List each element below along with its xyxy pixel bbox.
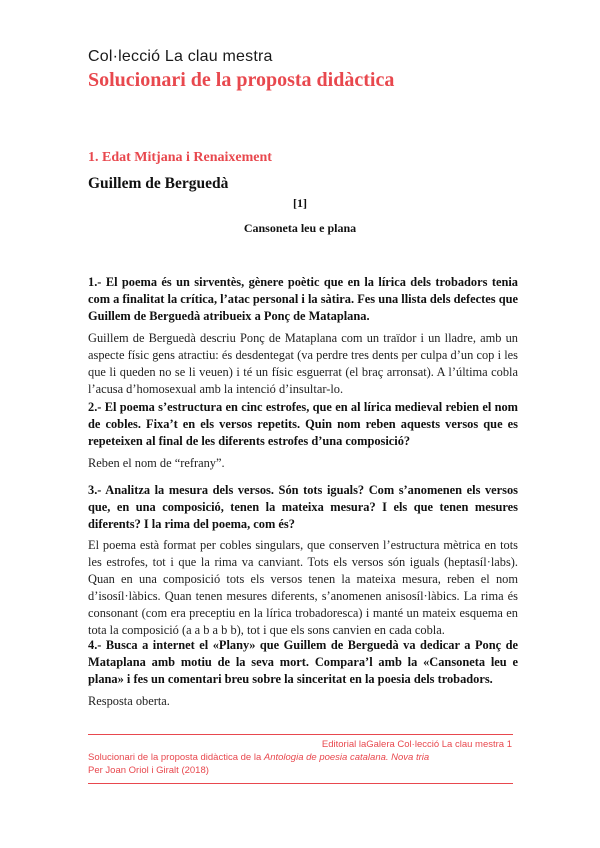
collection-name: Col·lecció La clau mestra [88, 48, 273, 65]
question-4: 4.- Busca a internet el «Plany» que Guillem de Berguedà va dedicar a Ponç de Mataplana amb motiu de la seva mort. Compara’l amb la «Cansoneta leu e plana» i fes un comentari breu sobre la sinceritat en la poesia dels trobadors. [88, 638, 518, 686]
poem-number: [1] [293, 196, 307, 210]
question-2: 2.- El poema s’estructura en cinc estrofes, que en al lírica medieval rebien el nom de cobles. Fixa’t en els versos repetits. Quin nom reben aquests versos que es repeteixen al final de les diferents estrofes d’una composició? [88, 400, 518, 448]
footer-rule-bottom [88, 783, 513, 784]
footer-rule-top [88, 734, 513, 735]
footer-book-title: Antologia de poesia catalana. Nova tria [263, 752, 430, 763]
poem-title: Cansoneta leu e plana [243, 221, 357, 235]
answer-2: Reben el nom de “refrany”. [88, 456, 225, 470]
footer-subtitle [88, 752, 429, 763]
answer-1: Guillem de Berguedà descriu Ponç de Mataplana com un traïdor i un lladre, amb un aspecte físic gens atractiu: és desdentegat (va perdre tres dents per culpa d’un cop i les que li queden no se li veuen) i té un físic esguerrat (el braç arronsat). A l’última cobla l’acusa d’homosexual amb la intenció d’insultar-lo. [88, 331, 518, 396]
answer-4: Resposta oberta. [88, 694, 170, 708]
answer-3: El poema està format per cobles singulars, que conserven l’estructura mètrica en tots les estrofes, tot i que la rima va canviant. Tots els versos són iguals (heptasíl·labs). Quan en una composició tots els versos tenen la mateixa mesura, reben el nom d’isosíl·làbics. Quan tenen mesures diferents, s’anomenen anisosíl·làbics. La rima és consonant (com era preceptiu en la lírica trobadoresca) i manté un mateix esquema en tota la composició (a a b a b b), tot i que els sons canvien en cada cobla. [88, 538, 518, 637]
section-heading: 1. Edat Mitjana i Renaixement [88, 150, 272, 165]
footer-subtitle-prefix: Solucionari de la proposta didàctica de la [88, 752, 264, 763]
footer-author: Per Joan Oriol i Giralt (2018) [88, 765, 209, 776]
author-heading: Guillem de Berguedà [88, 175, 229, 192]
document-title: Solucionari de la proposta didàctica [88, 69, 395, 91]
question-1: 1.- El poema és un sirventès, gènere poètic que en la lírica dels trobadors tenia com a finalitat la crítica, l’atac personal i la sàtira. Fes una llista dels defectes que Guillem de Berguedà atribueix a Ponç de Mataplana. [88, 275, 518, 323]
question-3: 3.- Analitza la mesura dels versos. Són tots iguals? Com s’anomenen els versos que, en una composició, tenen la mateixa mesura? I els que tenen mesures diferents? I la rima del poema, com és? [88, 483, 518, 531]
footer-publisher: Editorial laGalera Col·lecció La clau mestra 1 [321, 739, 512, 750]
